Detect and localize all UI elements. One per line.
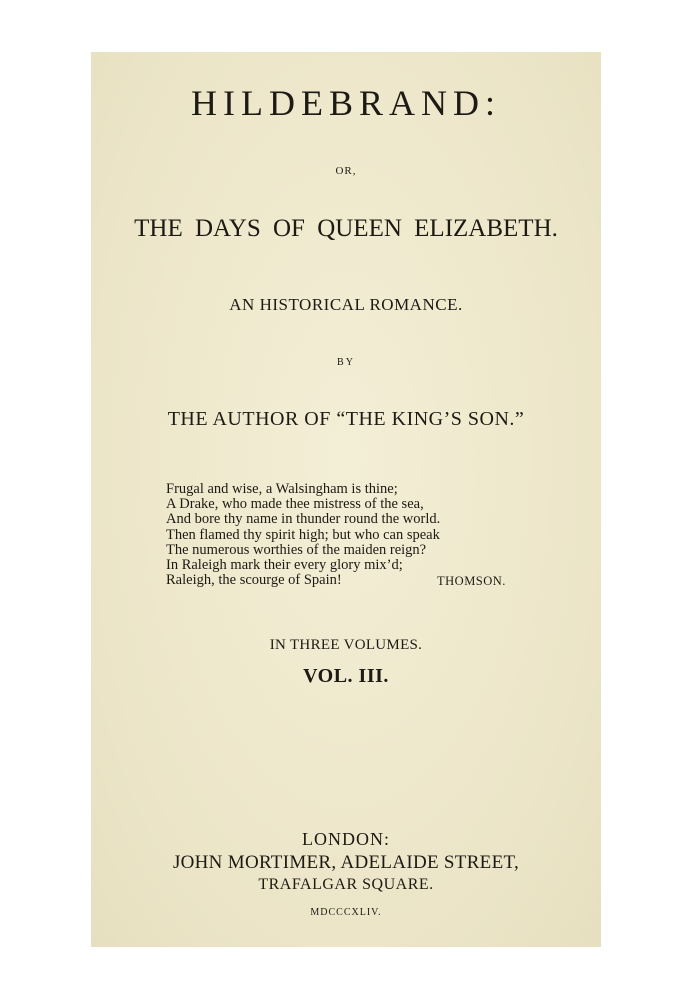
epigraph-line: And bore thy name in thunder round the world.: [166, 511, 441, 528]
imprint-publisher: JOHN MORTIMER, ADELAIDE STREET,: [172, 852, 520, 873]
imprint-city: LONDON:: [302, 829, 390, 849]
epigraph: [166, 482, 496, 588]
epigraph-line: In Raleigh mark their every glory mix’d;: [166, 557, 403, 574]
imprint-year: MDCCCXLIV.: [310, 907, 382, 918]
genre-line: AN HISTORICAL ROMANCE.: [229, 295, 463, 314]
epigraph-line: Frugal and wise, a Walsingham is thine;: [166, 481, 398, 497]
author-line: THE AUTHOR OF “THE KING’S SON.”: [167, 408, 525, 430]
epigraph-line: Then flamed thy spirit high; but who can speak: [166, 526, 440, 543]
epigraph-attribution: THOMSON.: [437, 574, 506, 588]
epigraph-line: Raleigh, the scourge of Spain!: [166, 572, 342, 589]
volumes-line: IN THREE VOLUMES.: [269, 637, 423, 653]
epigraph-line: A Drake, who made thee mistress of the sea,: [166, 496, 424, 513]
or-connector: OR,: [335, 165, 357, 177]
imprint-street: TRAFALGAR SQUARE.: [258, 876, 434, 893]
volume-number: VOL. III.: [303, 665, 389, 687]
book-subtitle: THE DAYS OF QUEEN ELIZABETH.: [134, 215, 558, 242]
by-line: BY: [337, 357, 355, 368]
title-page: [91, 52, 601, 947]
book-title: HILDEBRAND:: [191, 83, 501, 123]
epigraph-line: The numerous worthies of the maiden reign?: [166, 541, 427, 558]
